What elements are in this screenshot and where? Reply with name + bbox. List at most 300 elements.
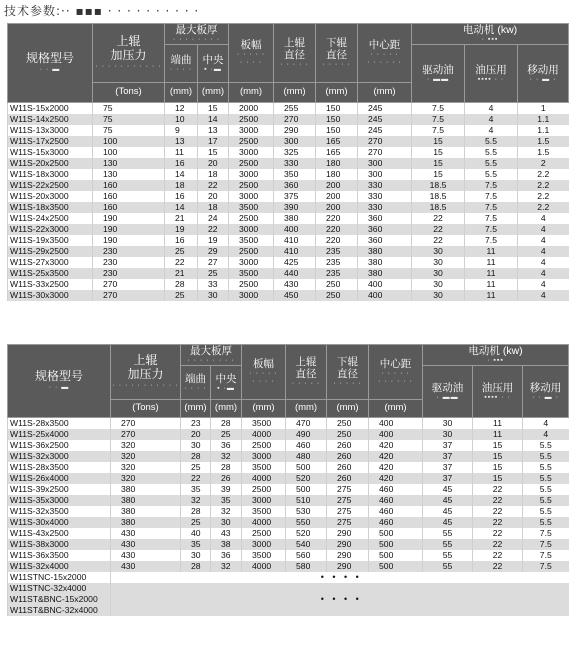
header-motor-hydraulic: 油压用 ▪▪▪▪ · ·	[465, 45, 518, 103]
value-cell: 15	[412, 136, 465, 147]
header2-motor: 电动机 (kw) · ▪▪▪	[423, 345, 569, 366]
model-cell: W11S-24x2500	[8, 213, 93, 224]
value-cell: 11	[165, 147, 198, 158]
value-cell: 21	[165, 213, 198, 224]
value-cell: 4	[465, 125, 518, 136]
value-cell: 300	[274, 136, 316, 147]
value-cell: 5.5	[523, 451, 569, 462]
spec-table-1	[7, 23, 569, 301]
value-cell: 55	[423, 539, 473, 550]
table-row	[8, 169, 569, 180]
value-cell: 510	[286, 495, 327, 506]
value-cell: 320	[111, 462, 181, 473]
value-cell: 22	[473, 484, 523, 495]
value-cell: 530	[286, 506, 327, 517]
header-mm-5: (mm)	[316, 83, 358, 103]
value-cell: 22	[473, 495, 523, 506]
special-model-name: W11STNC-15x2000	[10, 572, 87, 583]
value-cell: 460	[369, 506, 423, 517]
value-cell: 220	[316, 213, 358, 224]
value-cell: 32	[181, 495, 211, 506]
value-cell: 380	[111, 517, 181, 528]
model-cell: W11S-15x2000	[8, 103, 93, 115]
value-cell: 460	[369, 517, 423, 528]
value-cell: 520	[286, 473, 327, 484]
value-cell: 11	[465, 268, 518, 279]
table-row	[8, 202, 569, 213]
value-cell: 32	[211, 561, 242, 572]
value-cell: 75	[93, 114, 165, 125]
value-cell: 5.5	[465, 136, 518, 147]
model-cell: W11S-32x4000	[8, 561, 111, 572]
value-cell: 4	[465, 103, 518, 115]
value-cell: 400	[358, 290, 412, 301]
value-cell: 425	[274, 257, 316, 268]
table-row	[8, 528, 569, 539]
value-cell: 4	[518, 279, 569, 290]
header2-motor-drive: 驱动油 · ▬▬	[423, 366, 473, 418]
table-row	[8, 279, 569, 290]
table-row	[8, 418, 569, 430]
value-cell: 5.5	[523, 440, 569, 451]
model-cell: W11S-15x3000	[8, 147, 93, 158]
value-cell: 3000	[229, 147, 274, 158]
value-cell: 2.2	[518, 180, 569, 191]
header2-mm-4: (mm)	[286, 400, 327, 418]
table-row	[8, 191, 569, 202]
value-cell: 400	[369, 429, 423, 440]
model-cell: W11S-25x4000	[8, 429, 111, 440]
value-cell: 270	[93, 290, 165, 301]
value-cell: 11	[465, 290, 518, 301]
value-cell: 28	[211, 462, 242, 473]
value-cell: 25	[198, 268, 229, 279]
value-cell: 4000	[242, 473, 286, 484]
model-cell: W11S-30x4000	[8, 517, 111, 528]
value-cell: 22	[473, 539, 523, 550]
value-cell: 18.5	[412, 180, 465, 191]
value-cell: 250	[327, 429, 369, 440]
value-cell: 245	[358, 114, 412, 125]
value-cell: 390	[274, 202, 316, 213]
value-cell: 245	[358, 103, 412, 115]
value-cell: 4	[523, 429, 569, 440]
model-cell: W11S-30x3000	[8, 290, 93, 301]
value-cell: 360	[358, 235, 412, 246]
page-title	[4, 2, 199, 19]
value-cell: 150	[316, 103, 358, 115]
table-row	[8, 268, 569, 279]
header2-mm-3: (mm)	[242, 400, 286, 418]
value-cell: 270	[274, 114, 316, 125]
value-cell: 30	[181, 550, 211, 561]
value-cell: 255	[274, 103, 316, 115]
value-cell: 480	[286, 451, 327, 462]
value-cell: 33	[198, 279, 229, 290]
value-cell: 45	[423, 506, 473, 517]
header-motor: 电动机 (kw) · ▪▪▪	[412, 24, 569, 45]
table-row	[8, 561, 569, 572]
table-row	[8, 213, 569, 224]
special-model-cell	[8, 583, 111, 616]
value-cell: 165	[316, 147, 358, 158]
value-cell: 460	[369, 495, 423, 506]
value-cell: 11	[473, 418, 523, 430]
value-cell: 275	[327, 484, 369, 495]
value-cell: 5.5	[465, 158, 518, 169]
value-cell: 270	[358, 136, 412, 147]
value-cell: 400	[274, 224, 316, 235]
value-cell: 470	[286, 418, 327, 430]
table-row	[8, 103, 569, 115]
value-cell: 420	[369, 451, 423, 462]
value-cell: 260	[327, 473, 369, 484]
value-cell: 7.5	[412, 125, 465, 136]
value-cell: 40	[181, 528, 211, 539]
value-cell: 4	[518, 246, 569, 257]
value-cell: 580	[286, 561, 327, 572]
value-cell: 300	[358, 169, 412, 180]
model-cell: W11S-25x3500	[8, 268, 93, 279]
value-cell: 4000	[242, 561, 286, 572]
value-cell: 165	[316, 136, 358, 147]
value-cell: 32	[211, 451, 242, 462]
value-cell: 7.5	[465, 213, 518, 224]
value-cell: 5.5	[523, 517, 569, 528]
model-cell: W11S-20x3000	[8, 191, 93, 202]
value-cell: 2500	[229, 213, 274, 224]
value-cell: 11	[465, 279, 518, 290]
model-cell: W11S-26x4000	[8, 473, 111, 484]
value-cell: 3000	[242, 495, 286, 506]
value-cell: 270	[111, 429, 181, 440]
value-cell: 250	[316, 279, 358, 290]
special-model-name: W11ST&BNC-32x4000	[10, 605, 98, 616]
value-cell: 270	[358, 147, 412, 158]
value-cell: 5.5	[523, 462, 569, 473]
value-cell: 460	[369, 484, 423, 495]
model-cell: W11S-36x3500	[8, 550, 111, 561]
value-cell: 360	[358, 224, 412, 235]
value-cell: 18	[198, 202, 229, 213]
value-cell: 22	[473, 550, 523, 561]
value-cell: 32	[211, 506, 242, 517]
table-row	[8, 158, 569, 169]
value-cell: 22	[473, 561, 523, 572]
value-cell: 350	[274, 169, 316, 180]
value-cell: 26	[211, 473, 242, 484]
value-cell: 3000	[229, 191, 274, 202]
table-row	[8, 462, 569, 473]
special-model-name: W11STNC-32x4000	[10, 583, 87, 594]
value-cell: 16	[165, 235, 198, 246]
value-cell: 25	[181, 517, 211, 528]
value-cell: 440	[274, 268, 316, 279]
value-cell: 300	[358, 158, 412, 169]
value-cell: 15	[473, 462, 523, 473]
value-cell: 24	[198, 213, 229, 224]
value-cell: 260	[327, 451, 369, 462]
value-cell: 150	[316, 114, 358, 125]
value-cell: 4	[518, 213, 569, 224]
value-cell: 500	[369, 539, 423, 550]
title-text: 技术参数:	[4, 4, 62, 18]
value-cell: 17	[198, 136, 229, 147]
value-cell: 5.5	[465, 169, 518, 180]
table-row	[8, 180, 569, 191]
value-cell: 325	[274, 147, 316, 158]
value-cell: 36	[211, 550, 242, 561]
value-cell: 14	[165, 169, 198, 180]
value-cell: 30	[198, 290, 229, 301]
special-row	[8, 583, 569, 616]
value-cell: 2500	[229, 279, 274, 290]
value-cell: 22	[473, 517, 523, 528]
model-cell: W11S-22x3000	[8, 224, 93, 235]
value-cell: 2500	[242, 528, 286, 539]
value-cell: 270	[93, 279, 165, 290]
value-cell: 290	[327, 561, 369, 572]
header-pressure-unit: (Tons)	[93, 83, 165, 103]
value-cell: 7.5	[412, 103, 465, 115]
value-cell: 1.1	[518, 114, 569, 125]
value-cell: 35	[181, 484, 211, 495]
value-cell: 25	[211, 429, 242, 440]
value-cell: 200	[316, 191, 358, 202]
special-model-cell	[8, 572, 111, 583]
value-cell: 30	[412, 268, 465, 279]
value-cell: 290	[274, 125, 316, 136]
table-row	[8, 539, 569, 550]
value-cell: 400	[369, 418, 423, 430]
value-cell: 3500	[242, 550, 286, 561]
value-cell: 200	[316, 202, 358, 213]
value-cell: 4	[518, 268, 569, 279]
value-cell: 500	[286, 462, 327, 473]
value-cell: 5.5	[523, 495, 569, 506]
value-cell: 19	[198, 235, 229, 246]
value-cell: 20	[198, 158, 229, 169]
spec-table-1-body	[8, 103, 569, 302]
value-cell: 1.5	[518, 136, 569, 147]
header-thickness-bend: 端曲 · · · ·	[165, 45, 198, 83]
value-cell: 520	[286, 528, 327, 539]
value-cell: 21	[165, 268, 198, 279]
value-cell: 37	[423, 440, 473, 451]
value-cell: 500	[369, 561, 423, 572]
value-cell: 3500	[242, 462, 286, 473]
value-cell: 410	[274, 235, 316, 246]
model-cell: W11S-29x2500	[8, 246, 93, 257]
value-cell: 30	[412, 257, 465, 268]
value-cell: 20	[181, 429, 211, 440]
header-model: 规格型号 · · ▬	[8, 24, 93, 103]
value-cell: 25	[165, 290, 198, 301]
value-cell: 4	[518, 224, 569, 235]
value-cell: 22	[412, 224, 465, 235]
header2-model: 规格型号 · · ▬	[8, 345, 111, 418]
table-row	[8, 451, 569, 462]
special-row	[8, 572, 569, 583]
value-cell: 22	[181, 473, 211, 484]
value-cell: 260	[327, 462, 369, 473]
value-cell: 39	[211, 484, 242, 495]
header2-width: 板幅 · · · · · · · · ·	[242, 345, 286, 400]
value-cell: 7.5	[465, 224, 518, 235]
value-cell: 3000	[242, 539, 286, 550]
value-cell: 430	[111, 528, 181, 539]
table-row	[8, 550, 569, 561]
table-row	[8, 517, 569, 528]
value-cell: 540	[286, 539, 327, 550]
value-cell: 160	[93, 191, 165, 202]
model-cell: W11S-13x3000	[8, 125, 93, 136]
value-cell: 320	[111, 451, 181, 462]
value-cell: 130	[93, 158, 165, 169]
value-cell: 5.5	[523, 484, 569, 495]
value-cell: 4	[465, 114, 518, 125]
value-cell: 220	[316, 224, 358, 235]
value-cell: 4	[518, 257, 569, 268]
header2-motor-hydraulic: 油压用 ▪▪▪▪ · ·	[473, 366, 523, 418]
table-row	[8, 473, 569, 484]
header-bottom-roll: 下辊 直径 · · · · ·	[316, 24, 358, 83]
value-cell: 10	[165, 114, 198, 125]
value-cell: 190	[93, 224, 165, 235]
value-cell: 27	[198, 257, 229, 268]
value-cell: 18.5	[412, 191, 465, 202]
value-cell: 190	[93, 213, 165, 224]
value-cell: 430	[111, 539, 181, 550]
value-cell: 25	[181, 462, 211, 473]
value-cell: 28	[181, 451, 211, 462]
value-cell: 3000	[229, 169, 274, 180]
value-cell: 5.5	[523, 473, 569, 484]
value-cell: 2.2	[518, 202, 569, 213]
value-cell: 2500	[229, 158, 274, 169]
header2-thickness-bend: 端曲 · · · ·	[181, 366, 211, 400]
value-cell: 410	[274, 246, 316, 257]
value-cell: 15	[412, 147, 465, 158]
value-cell: 290	[327, 539, 369, 550]
value-cell: 35	[181, 539, 211, 550]
value-cell: 245	[358, 125, 412, 136]
value-cell: 55	[423, 528, 473, 539]
value-cell: 100	[93, 147, 165, 158]
value-cell: 275	[327, 517, 369, 528]
value-cell: 2.2	[518, 191, 569, 202]
value-cell: 235	[316, 268, 358, 279]
value-cell: 380	[274, 213, 316, 224]
value-cell: 180	[316, 169, 358, 180]
value-cell: 490	[286, 429, 327, 440]
value-cell: 15	[412, 158, 465, 169]
model-cell: W11S-32x3000	[8, 451, 111, 462]
header2-pressure-unit: (Tons)	[111, 400, 181, 418]
value-cell: 15	[198, 103, 229, 115]
value-cell: 3000	[229, 257, 274, 268]
value-cell: 380	[111, 495, 181, 506]
header-width: 板幅 · · · · · · · · ·	[229, 24, 274, 83]
value-cell: 23	[181, 418, 211, 430]
header-mm-2: (mm)	[198, 83, 229, 103]
model-cell: W11S-20x2500	[8, 158, 93, 169]
value-cell: 360	[358, 213, 412, 224]
value-cell: 250	[327, 418, 369, 430]
model-cell: W11S-17x2500	[8, 136, 93, 147]
value-cell: 380	[358, 246, 412, 257]
value-cell: 7.5	[523, 550, 569, 561]
value-cell: 235	[316, 246, 358, 257]
value-cell: 22	[412, 235, 465, 246]
model-cell: W11S-35x3000	[8, 495, 111, 506]
value-cell: 15	[198, 147, 229, 158]
model-cell: W11S-18x3500	[8, 202, 93, 213]
value-cell: 500	[286, 484, 327, 495]
header-motor-drive: 驱动油 · ▬▬	[412, 45, 465, 103]
value-cell: 30	[423, 429, 473, 440]
value-cell: 11	[465, 257, 518, 268]
value-cell: 180	[316, 158, 358, 169]
value-cell: 275	[327, 506, 369, 517]
header2-mm-6: (mm)	[369, 400, 423, 418]
value-cell: 400	[358, 279, 412, 290]
header-thickness: 最大板厚 · · · · · · · ·	[165, 24, 229, 45]
value-cell: 260	[327, 440, 369, 451]
value-cell: 15	[473, 473, 523, 484]
value-cell: 22	[198, 180, 229, 191]
table-row	[8, 257, 569, 268]
value-cell: 250	[316, 290, 358, 301]
table-row	[8, 495, 569, 506]
value-cell: 55	[423, 561, 473, 572]
value-cell: 420	[369, 473, 423, 484]
value-cell: 7.5	[465, 202, 518, 213]
value-cell: 55	[423, 550, 473, 561]
value-cell: 420	[369, 462, 423, 473]
value-cell: 2500	[229, 114, 274, 125]
value-cell: 2000	[229, 103, 274, 115]
value-cell: 15	[412, 169, 465, 180]
value-cell: 3500	[229, 235, 274, 246]
value-cell: 35	[211, 495, 242, 506]
value-cell: 330	[274, 158, 316, 169]
value-cell: 75	[93, 125, 165, 136]
value-cell: 150	[316, 125, 358, 136]
value-cell: 20	[198, 191, 229, 202]
value-cell: 430	[111, 561, 181, 572]
value-cell: 270	[111, 418, 181, 430]
header2-motor-moving: 移动用 · · ▬ ·	[523, 366, 569, 418]
value-cell: 450	[274, 290, 316, 301]
value-cell: 9	[165, 125, 198, 136]
table-row	[8, 484, 569, 495]
value-cell: 230	[93, 268, 165, 279]
header2-bottom-roll: 下辊 直径 · · · · ·	[327, 345, 369, 400]
value-cell: 550	[286, 517, 327, 528]
value-cell: 230	[93, 246, 165, 257]
value-cell: 7.5	[465, 191, 518, 202]
value-cell: 2500	[229, 180, 274, 191]
value-cell: 190	[93, 235, 165, 246]
value-cell: 7.5	[465, 235, 518, 246]
value-cell: 30	[181, 440, 211, 451]
value-cell: 11	[465, 246, 518, 257]
header2-center-distance: 中心距 · · · · · · · · · · ·	[369, 345, 423, 400]
value-cell: 22	[473, 528, 523, 539]
model-cell: W11S-19x3500	[8, 235, 93, 246]
value-cell: 22	[198, 224, 229, 235]
